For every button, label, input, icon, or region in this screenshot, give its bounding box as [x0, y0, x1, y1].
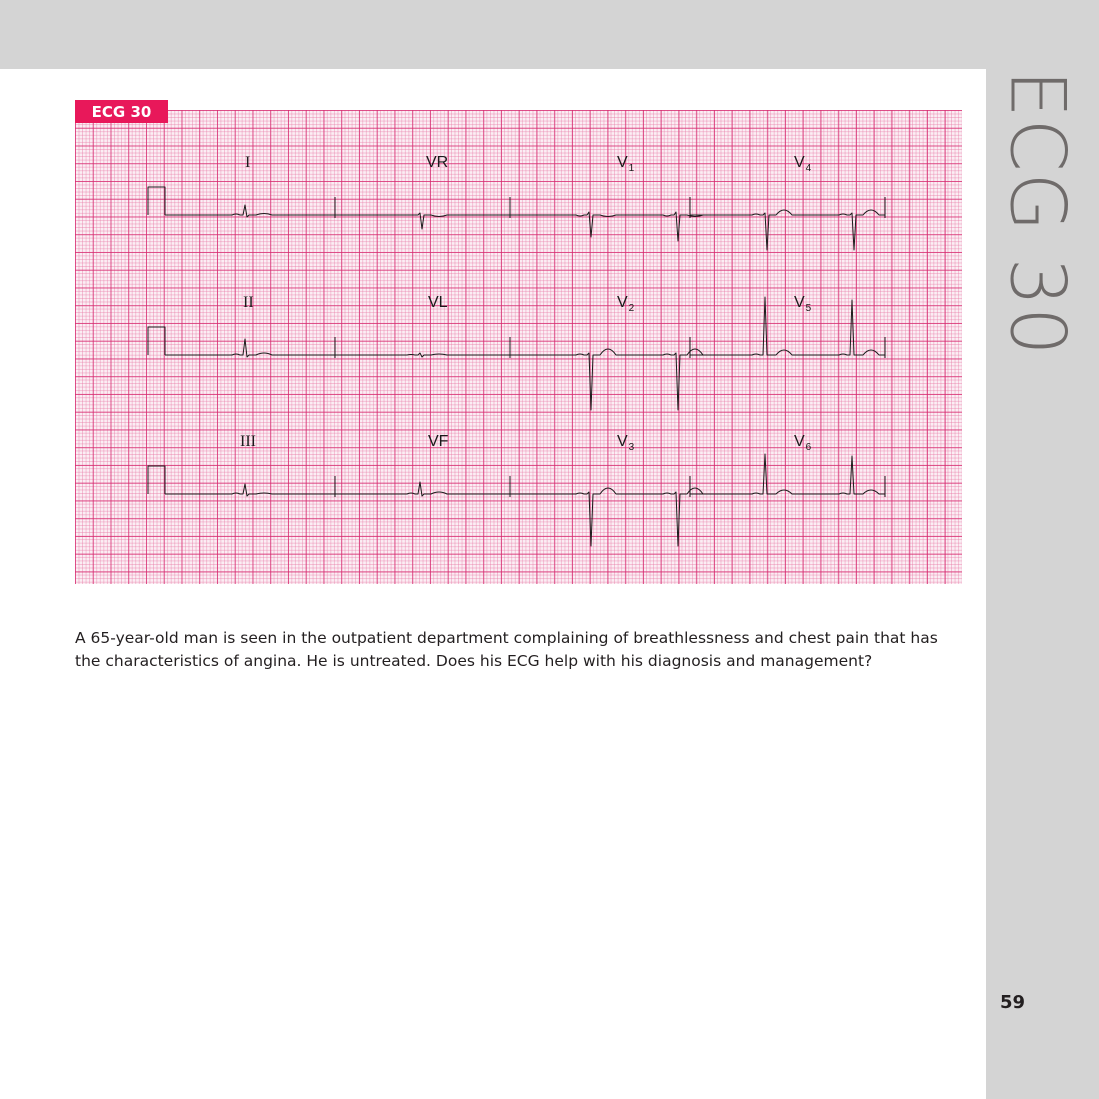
ecg-number-badge: ECG 30: [75, 100, 168, 123]
ecg-trace-row-1-segment-2: [335, 213, 510, 229]
lead-label-v3: $V_3$: [617, 433, 635, 453]
lead-label-vl: VL: [428, 294, 448, 311]
side-chapter-title: ECG 30: [993, 69, 1083, 357]
ecg-trace-row-3-segment-4: [690, 454, 885, 494]
lead-label-v2: $V_2$: [617, 294, 635, 314]
ecg-trace-row-2-segment-4: [690, 294, 885, 355]
lead-label-iii: III: [240, 433, 256, 450]
ecg-trace-row-3-segment-3: [510, 488, 703, 546]
lead-label-v6: $V_6$: [794, 433, 812, 453]
ecg-trace-row-2-segment-2: [335, 353, 510, 357]
lead-label-vr: VR: [426, 154, 449, 171]
question-text: A 65-year-old man is seen in the outpatient department complaining of breathlessness and chest pain that has the characteristics of angina. He is untreated. Does his ECG help with his diagnosis and management?: [75, 628, 938, 670]
calibration-pulse-row-2: [148, 327, 165, 355]
lead-label-i: I: [245, 154, 251, 171]
ecg-trace-row-1-segment-1: [165, 205, 335, 217]
ecg-trace-row-3-segment-1: [165, 484, 335, 496]
ecg-trace-row-3-segment-2: [335, 482, 510, 496]
calibration-pulse-row-1: [148, 187, 165, 215]
ecg-trace-row-1-segment-3: [510, 212, 703, 241]
page-number: 59: [1000, 992, 1026, 1013]
calibration-pulse-row-3: [148, 466, 165, 494]
lead-label-v5: $V_5$: [794, 294, 812, 314]
lead-label-vf: VF: [428, 433, 449, 450]
ecg-trace-row-2-segment-1: [165, 339, 335, 357]
lead-label-v1: $V_1$: [617, 154, 635, 174]
ecg-trace-row-2-segment-3: [510, 349, 703, 410]
lead-label-ii: II: [243, 294, 254, 311]
ecg-trace-row-1-segment-4: [690, 210, 885, 250]
lead-label-v4: $V_4$: [794, 154, 812, 174]
